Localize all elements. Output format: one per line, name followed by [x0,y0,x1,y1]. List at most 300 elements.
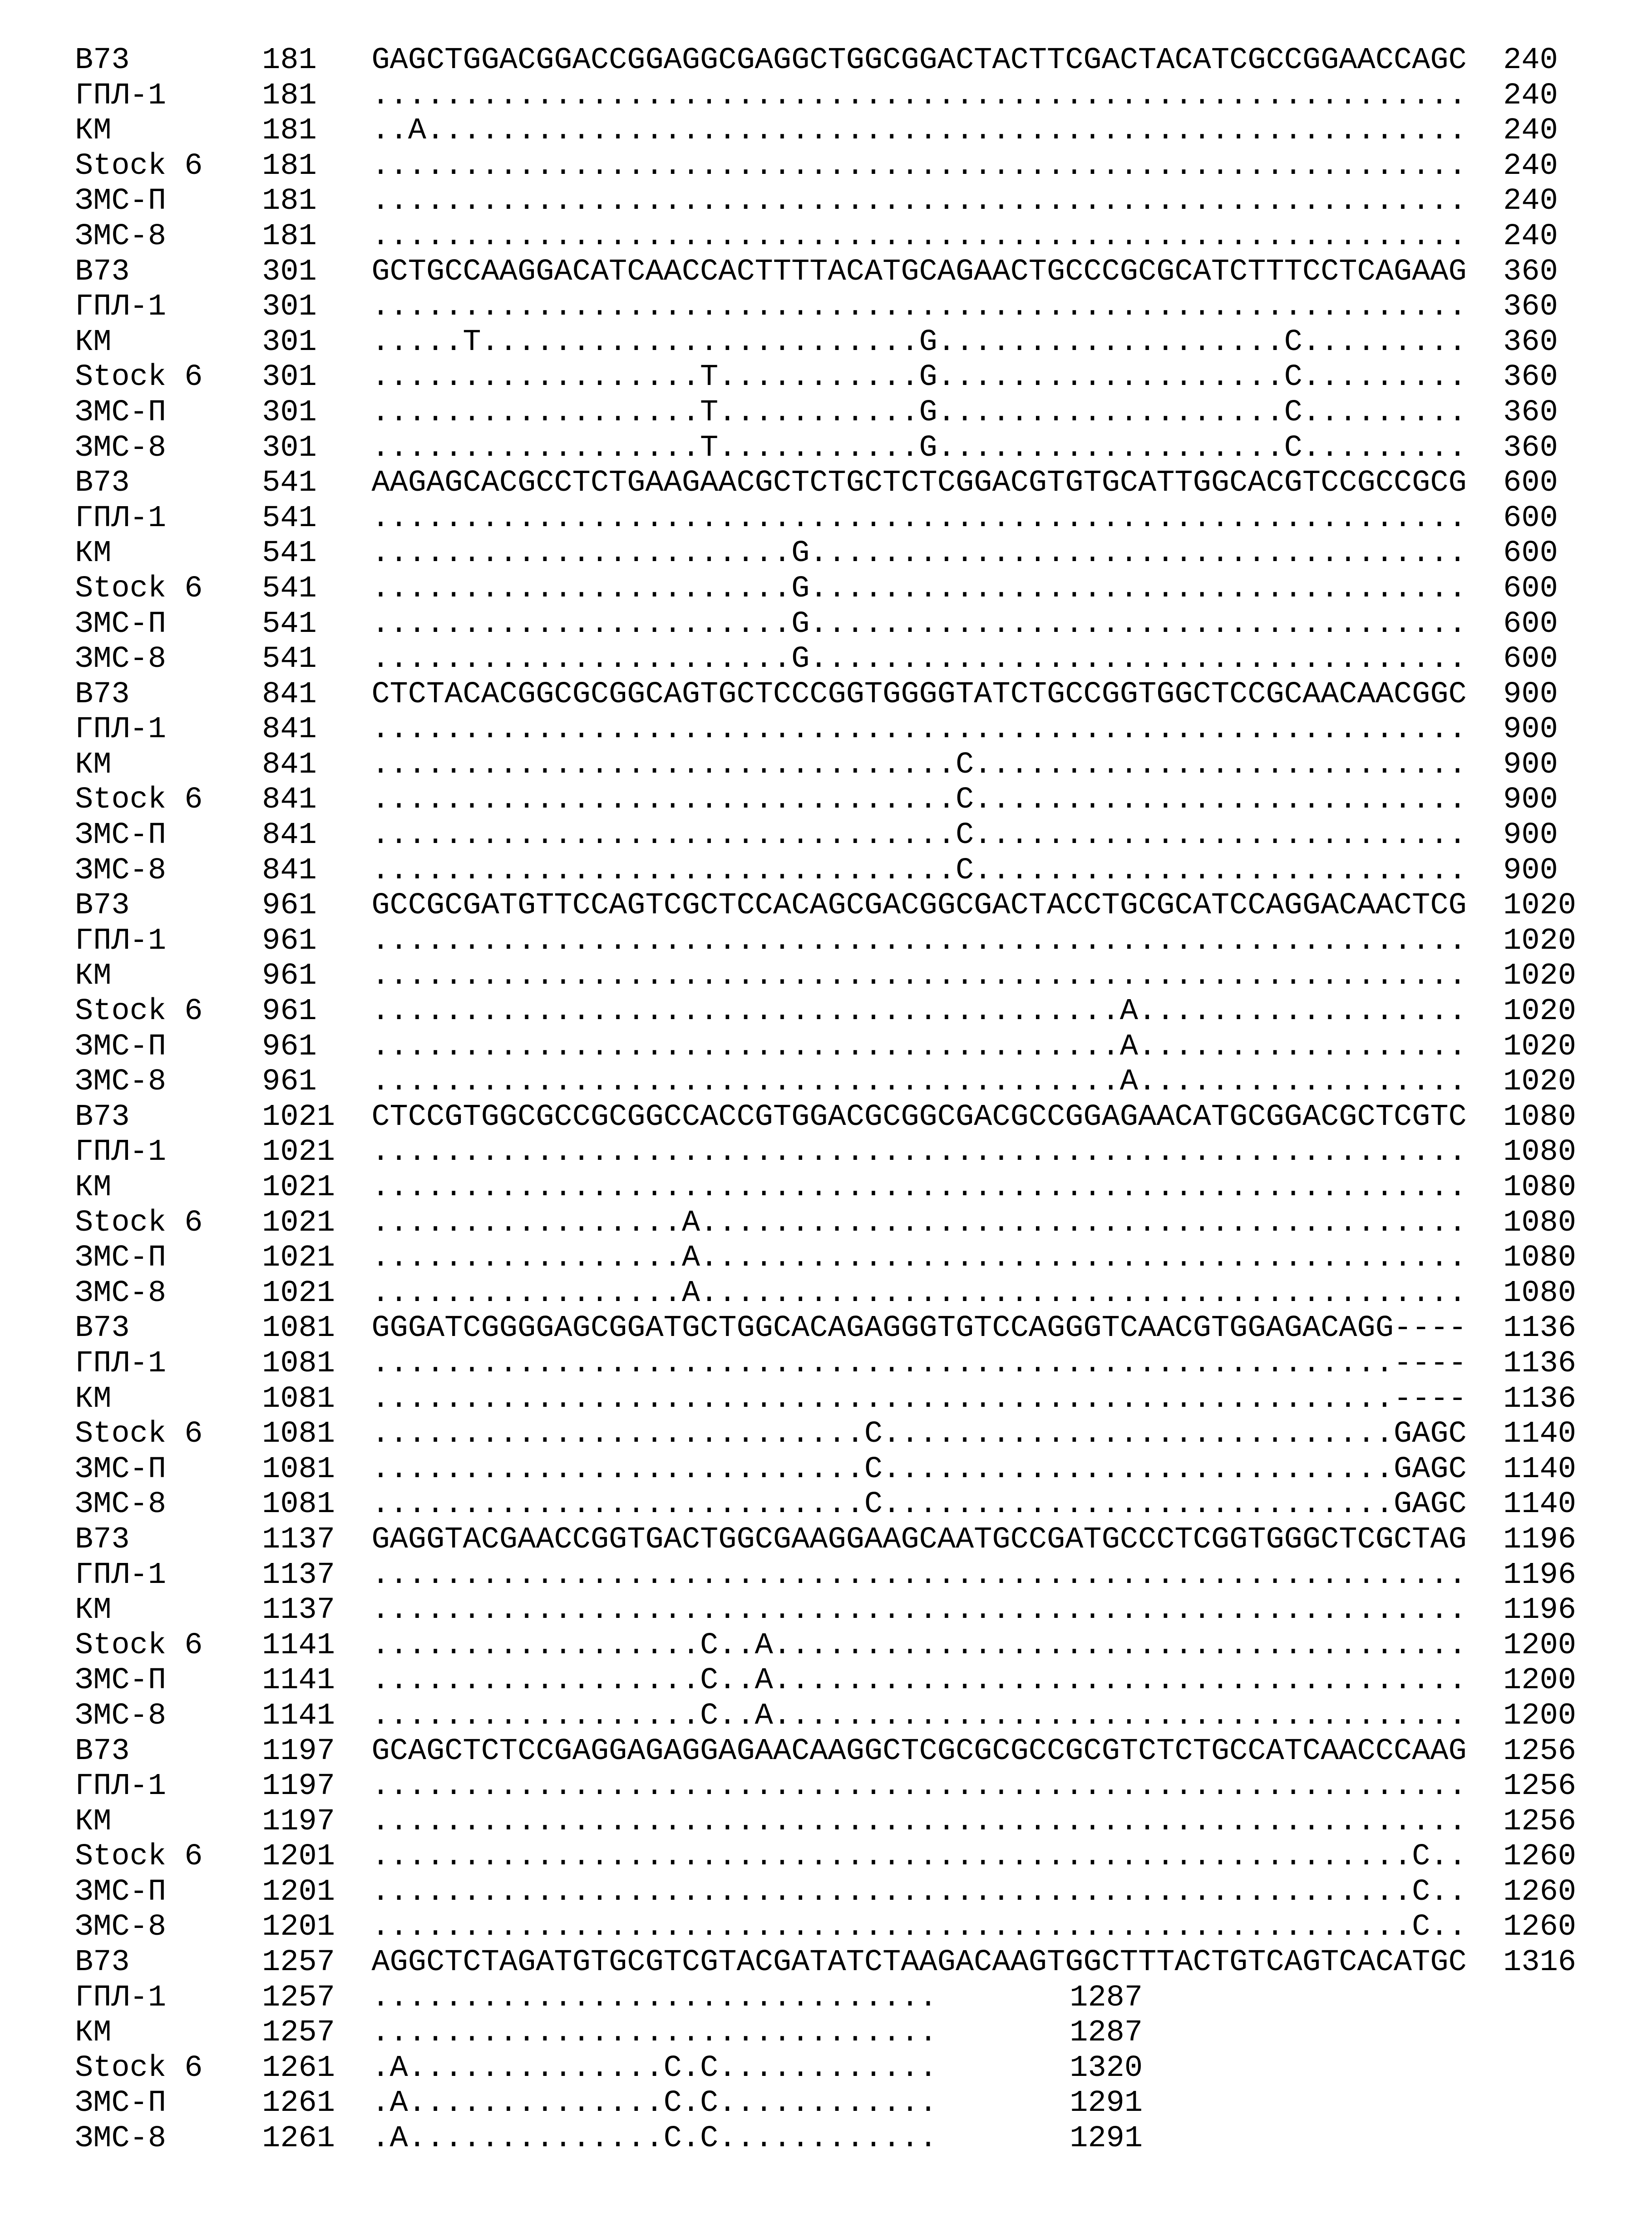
sequence-text: ............................................................ [371,184,1467,219]
alignment-row [75,2121,1652,2157]
sequence-name: ГПЛ-1 [75,1980,167,2015]
sequence-text: ..................T...........G...................C......... [371,395,1467,430]
sequence-text: ...........................C............................GAGC [371,1487,1467,1522]
sequence-text: GAGGTACGAACCGGTGACTGGCGAAGGAAGCAATGCCGATGCCCTCGGTGGGCTCGCTAG [371,1522,1467,1557]
start-position: 301 [262,360,317,395]
alignment-row [75,2016,1652,2051]
sequence-text: ................................C........................... [371,818,1467,853]
alignment-row [75,853,1652,889]
sequence-name: ЗМС-8 [75,430,167,465]
alignment-row [75,1523,1652,1558]
end-position: 1020 [1503,923,1576,958]
end-position: 1287 [1070,2016,1143,2050]
start-position: 1021 [262,1099,335,1134]
end-position: 1136 [1503,1346,1576,1381]
sequence-text: ..................C..A...................................... [371,1663,1467,1698]
sequence-text: ............................................................ [371,1170,1467,1205]
end-position: 600 [1503,466,1558,501]
start-position: 1081 [262,1311,335,1346]
end-position: 1020 [1503,1029,1576,1064]
sequence-text: ............................... [371,1980,937,2015]
start-position: 541 [262,606,317,641]
start-position: 961 [262,1029,317,1064]
start-position: 961 [262,1065,317,1099]
sequence-name: ЗМС-8 [75,1065,167,1099]
start-position: 1261 [262,2121,335,2156]
alignment-row [75,1839,1652,1875]
end-position: 1320 [1070,2050,1143,2085]
start-position: 1257 [262,1980,335,2015]
end-position: 1020 [1503,888,1576,923]
start-position: 841 [262,853,317,888]
sequence-text: .A..............C.C............ [371,2050,937,2085]
end-position: 1080 [1503,1241,1576,1276]
start-position: 961 [262,994,317,1029]
end-position: 1020 [1503,994,1576,1029]
sequence-text: ............................................................ [371,923,1467,958]
sequence-name: ЗМС-8 [75,1910,167,1945]
sequence-text: CTCTACACGGCGCGGCAGTGCTCCCGGTGGGGTATCTGCCGGTGGCTCCGCAACAACGGC [371,677,1467,712]
alignment-row [75,325,1652,360]
sequence-name: ЗМС-П [75,1452,167,1487]
sequence-text: .................A.......................................... [371,1276,1467,1311]
alignment-row [75,1135,1652,1170]
start-position: 1197 [262,1804,335,1839]
start-position: 181 [262,78,317,113]
sequence-text: CTCCGTGGCGCCGCGGCCACCGTGGACGCGGCGACGCCGGAGAACATGCGGACGCTCGTC [371,1099,1467,1134]
sequence-text: .......................G.................................... [371,642,1467,677]
start-position: 181 [262,113,317,148]
alignment-row [75,431,1652,466]
sequence-text: ............................................................ [371,501,1467,536]
alignment-row [75,466,1652,501]
end-position: 900 [1503,853,1558,888]
end-position: 900 [1503,712,1558,747]
sequence-text: ........................................................---- [371,1346,1467,1381]
start-position: 181 [262,184,317,219]
alignment-row [75,1241,1652,1276]
end-position: 240 [1503,219,1558,254]
sequence-name: B73 [75,1945,130,1980]
sequence-text: GAGCTGGACGGACCGGAGGCGAGGCTGGCGGACTACTTCGACTACATCGCCGGAACCAGC [371,43,1467,78]
start-position: 541 [262,536,317,571]
alignment-row [75,1030,1652,1065]
sequence-text: ............................................................ [371,1557,1467,1592]
end-position: 1136 [1503,1381,1576,1416]
sequence-name: ЗМС-П [75,1663,167,1698]
end-position: 1256 [1503,1804,1576,1839]
end-position: 1260 [1503,1874,1576,1909]
alignment-row [75,1417,1652,1452]
end-position: 1196 [1503,1557,1576,1592]
sequence-text: ............................................................ [371,78,1467,113]
alignment-row [75,748,1652,783]
end-position: 1080 [1503,1099,1576,1134]
sequence-name: КМ [75,1804,112,1839]
start-position: 1201 [262,1839,335,1874]
start-position: 1257 [262,1945,335,1980]
end-position: 1080 [1503,1205,1576,1240]
end-position: 1260 [1503,1910,1576,1945]
end-position: 1287 [1070,1980,1143,2015]
sequence-name: ГПЛ-1 [75,1557,167,1592]
sequence-name: Stock 6 [75,1839,203,1874]
alignment-row [75,184,1652,219]
alignment-row [75,924,1652,959]
start-position: 541 [262,501,317,536]
start-position: 841 [262,818,317,853]
alignment-row [75,1206,1652,1241]
start-position: 841 [262,747,317,782]
alignment-row [75,79,1652,114]
end-position: 1260 [1503,1839,1576,1874]
end-position: 600 [1503,571,1558,606]
start-position: 1201 [262,1910,335,1945]
sequence-text: ............................... [371,2016,937,2050]
sequence-name: Stock 6 [75,1628,203,1663]
alignment-row [75,1945,1652,1981]
start-position: 1141 [262,1628,335,1663]
sequence-name: Stock 6 [75,1417,203,1452]
start-position: 181 [262,148,317,183]
start-position: 1021 [262,1276,335,1311]
end-position: 360 [1503,254,1558,289]
alignment-row [75,959,1652,994]
sequence-name: КМ [75,113,112,148]
start-position: 1197 [262,1769,335,1804]
start-position: 301 [262,290,317,325]
start-position: 1021 [262,1170,335,1205]
end-position: 1080 [1503,1276,1576,1311]
alignment-row [75,395,1652,431]
alignment-row [75,1734,1652,1769]
end-position: 900 [1503,747,1558,782]
sequence-name: B73 [75,1522,130,1557]
start-position: 841 [262,712,317,747]
sequence-name: КМ [75,1593,112,1628]
sequence-name: ЗМС-П [75,818,167,853]
alignment-row [75,712,1652,748]
start-position: 181 [262,43,317,78]
start-position: 1261 [262,2086,335,2121]
sequence-name: ЗМС-8 [75,1487,167,1522]
sequence-name: B73 [75,43,130,78]
sequence-name: ГПЛ-1 [75,1135,167,1170]
sequence-name: ЗМС-8 [75,1276,167,1311]
sequence-text: ...........................C............................GAGC [371,1452,1467,1487]
end-position: 1140 [1503,1452,1576,1487]
sequence-name: B73 [75,888,130,923]
sequence-name: ЗМС-8 [75,853,167,888]
alignment-row [75,1804,1652,1840]
start-position: 1137 [262,1593,335,1628]
end-position: 1200 [1503,1628,1576,1663]
sequence-text: ............................................................ [371,1593,1467,1628]
sequence-name: ЗМС-8 [75,1698,167,1733]
sequence-name: ЗМС-П [75,1241,167,1276]
start-position: 1081 [262,1346,335,1381]
alignment-row [75,149,1652,184]
sequence-name: Stock 6 [75,571,203,606]
end-position: 900 [1503,818,1558,853]
sequence-name: ЗМС-П [75,1874,167,1909]
start-position: 301 [262,395,317,430]
start-position: 301 [262,430,317,465]
end-position: 1196 [1503,1593,1576,1628]
start-position: 541 [262,466,317,501]
sequence-name: ЗМС-8 [75,642,167,677]
alignment-row [75,1663,1652,1699]
sequence-text: .A..............C.C............ [371,2121,937,2156]
sequence-name: B73 [75,1734,130,1769]
alignment-row [75,360,1652,395]
end-position: 1291 [1070,2121,1143,2156]
sequence-text: GCTGCCAAGGACATCAACCACTTTTACATGCAGAACTGCCCGCGCATCTTTCCTCAGAAG [371,254,1467,289]
end-position: 1140 [1503,1487,1576,1522]
end-position: 900 [1503,677,1558,712]
end-position: 600 [1503,642,1558,677]
sequence-name: КМ [75,1381,112,1416]
sequence-text: ............................................................ [371,1135,1467,1170]
alignment-row [75,1875,1652,1910]
sequence-text: .........................................................C.. [371,1874,1467,1909]
sequence-name: Stock 6 [75,1205,203,1240]
sequence-name: ЗМС-8 [75,2121,167,2156]
start-position: 1021 [262,1241,335,1276]
end-position: 240 [1503,113,1558,148]
sequence-text: .................A.......................................... [371,1205,1467,1240]
alignment-row [75,255,1652,290]
sequence-name: ГПЛ-1 [75,78,167,113]
sequence-text: ..................T...........G...................C......... [371,360,1467,395]
sequence-name: Stock 6 [75,2050,203,2085]
end-position: 1200 [1503,1663,1576,1698]
alignment-row [75,2051,1652,2086]
alignment-row [75,1100,1652,1135]
end-position: 360 [1503,325,1558,360]
sequence-name: ГПЛ-1 [75,1346,167,1381]
sequence-text: ........................................................---- [371,1381,1467,1416]
sequence-name: ГПЛ-1 [75,923,167,958]
sequence-text: ............................................................ [371,1804,1467,1839]
start-position: 1081 [262,1381,335,1416]
sequence-name: ЗМС-П [75,606,167,641]
end-position: 1316 [1503,1945,1576,1980]
sequence-name: КМ [75,1170,112,1205]
alignment-row [75,1769,1652,1804]
sequence-name: КМ [75,325,112,360]
sequence-text: AGGCTCTAGATGTGCGTCGTACGATATCTAAGACAAGTGGCTTTACTGTCAGTCACATGC [371,1945,1467,1980]
sequence-text: ............................................................ [371,290,1467,325]
sequence-text: ............................................................ [371,712,1467,747]
sequence-text: GGGATCGGGGAGCGGATGCTGGCACAGAGGGTGTCCAGGGTCAACGTGGAGACAGG---- [371,1311,1467,1346]
alignment-row [75,2086,1652,2121]
alignment-row [75,1910,1652,1945]
end-position: 1291 [1070,2086,1143,2121]
start-position: 1081 [262,1487,335,1522]
sequence-text: .................A.......................................... [371,1241,1467,1276]
sequence-name: КМ [75,959,112,994]
alignment-row [75,43,1652,79]
alignment-row [75,1346,1652,1382]
end-position: 1020 [1503,1065,1576,1099]
start-position: 541 [262,571,317,606]
sequence-name: ЗМС-П [75,395,167,430]
sequence-name: ГПЛ-1 [75,290,167,325]
start-position: 1197 [262,1734,335,1769]
start-position: 301 [262,254,317,289]
end-position: 240 [1503,78,1558,113]
sequence-name: B73 [75,1099,130,1134]
sequence-name: B73 [75,1311,130,1346]
alignment-row [75,1487,1652,1523]
sequence-name: Stock 6 [75,994,203,1029]
end-position: 1196 [1503,1522,1576,1557]
start-position: 1141 [262,1663,335,1698]
alignment-row [75,1311,1652,1346]
end-position: 1020 [1503,959,1576,994]
start-position: 1021 [262,1205,335,1240]
sequence-text: .....T........................G...................C......... [371,325,1467,360]
alignment-row [75,1981,1652,2016]
sequence-name: B73 [75,466,130,501]
sequence-text: .A..............C.C............ [371,2086,937,2121]
start-position: 1081 [262,1417,335,1452]
start-position: 301 [262,325,317,360]
start-position: 1261 [262,2050,335,2085]
end-position: 1136 [1503,1311,1576,1346]
end-position: 1080 [1503,1170,1576,1205]
alignment-row [75,677,1652,713]
sequence-text: ............................................................ [371,1769,1467,1804]
start-position: 1257 [262,2016,335,2050]
start-position: 1137 [262,1522,335,1557]
alignment-row [75,501,1652,537]
end-position: 1200 [1503,1698,1576,1733]
start-position: 1137 [262,1557,335,1592]
start-position: 841 [262,783,317,818]
sequence-text: ..A......................................................... [371,113,1467,148]
alignment-row [75,219,1652,255]
alignment-row [75,1452,1652,1488]
alignment-row [75,783,1652,818]
start-position: 961 [262,888,317,923]
end-position: 600 [1503,606,1558,641]
sequence-text: .......................G.................................... [371,606,1467,641]
alignment-row [75,994,1652,1030]
sequence-text: .......................G.................................... [371,536,1467,571]
alignment-row [75,1628,1652,1664]
sequence-text: .........................................................C.. [371,1910,1467,1945]
sequence-text: .........................................A.................. [371,994,1467,1029]
alignment-row [75,290,1652,325]
sequence-name: КМ [75,747,112,782]
start-position: 1201 [262,1874,335,1909]
sequence-text: ................................C........................... [371,853,1467,888]
sequence-text: ................................C........................... [371,783,1467,818]
end-position: 1256 [1503,1734,1576,1769]
sequence-name: КМ [75,536,112,571]
sequence-text: ...........................C............................GAGC [371,1417,1467,1452]
alignment-row [75,572,1652,607]
sequence-text: .........................................A.................. [371,1065,1467,1099]
sequence-text: ............................................................ [371,219,1467,254]
sequence-name: ГПЛ-1 [75,712,167,747]
alignment-row [75,1558,1652,1593]
sequence-name: ГПЛ-1 [75,501,167,536]
end-position: 360 [1503,290,1558,325]
end-position: 1140 [1503,1417,1576,1452]
sequence-text: ................................C........................... [371,747,1467,782]
start-position: 1021 [262,1135,335,1170]
end-position: 360 [1503,395,1558,430]
alignment-row [75,1382,1652,1417]
end-position: 240 [1503,148,1558,183]
start-position: 961 [262,959,317,994]
sequence-text: GCCGCGATGTTCCAGTCGCTCCACAGCGACGGCGACTACCTGCGCATCCAGGACAACTCG [371,888,1467,923]
sequence-text: ..................C..A...................................... [371,1628,1467,1663]
sequence-name: ГПЛ-1 [75,1769,167,1804]
sequence-text: AAGAGCACGCCTCTGAAGAACGCTCTGCTCTCGGACGTGTGCATTGGCACGTCCGCCGCG [371,466,1467,501]
start-position: 961 [262,923,317,958]
sequence-text: GCAGCTCTCCGAGGAGAGGAGAACAAGGCTCGCGCGCCGCGTCTCTGCCATCAACCCAAG [371,1734,1467,1769]
alignment-row [75,113,1652,149]
alignment-row [75,1593,1652,1628]
end-position: 240 [1503,43,1558,78]
sequence-name: Stock 6 [75,148,203,183]
sequence-text: .........................................................C.. [371,1839,1467,1874]
sequence-text: ..................T...........G...................C......... [371,430,1467,465]
end-position: 240 [1503,184,1558,219]
sequence-name: ЗМС-П [75,1029,167,1064]
start-position: 541 [262,642,317,677]
sequence-text: .........................................A.................. [371,1029,1467,1064]
start-position: 181 [262,219,317,254]
sequence-name: ЗМС-8 [75,219,167,254]
sequence-name: ЗМС-П [75,2086,167,2121]
alignment-row [75,536,1652,572]
start-position: 1141 [262,1698,335,1733]
sequence-name: B73 [75,677,130,712]
alignment-row [75,1276,1652,1311]
alignment-row [75,1170,1652,1206]
end-position: 360 [1503,430,1558,465]
sequence-text: .......................G.................................... [371,571,1467,606]
sequence-name: ЗМС-П [75,184,167,219]
sequence-text: ............................................................ [371,148,1467,183]
alignment-row [75,642,1652,677]
start-position: 841 [262,677,317,712]
sequence-text: ............................................................ [371,959,1467,994]
end-position: 1080 [1503,1135,1576,1170]
sequence-name: Stock 6 [75,360,203,395]
end-position: 360 [1503,360,1558,395]
sequence-name: КМ [75,2016,112,2050]
alignment-row [75,1699,1652,1734]
start-position: 1081 [262,1452,335,1487]
end-position: 600 [1503,501,1558,536]
end-position: 1256 [1503,1769,1576,1804]
alignment-row [75,888,1652,924]
alignment-row [75,818,1652,853]
sequence-text: ..................C..A...................................... [371,1698,1467,1733]
end-position: 600 [1503,536,1558,571]
alignment-row [75,607,1652,642]
sequence-name: Stock 6 [75,783,203,818]
alignment-row [75,1065,1652,1100]
end-position: 900 [1503,783,1558,818]
sequence-name: B73 [75,254,130,289]
